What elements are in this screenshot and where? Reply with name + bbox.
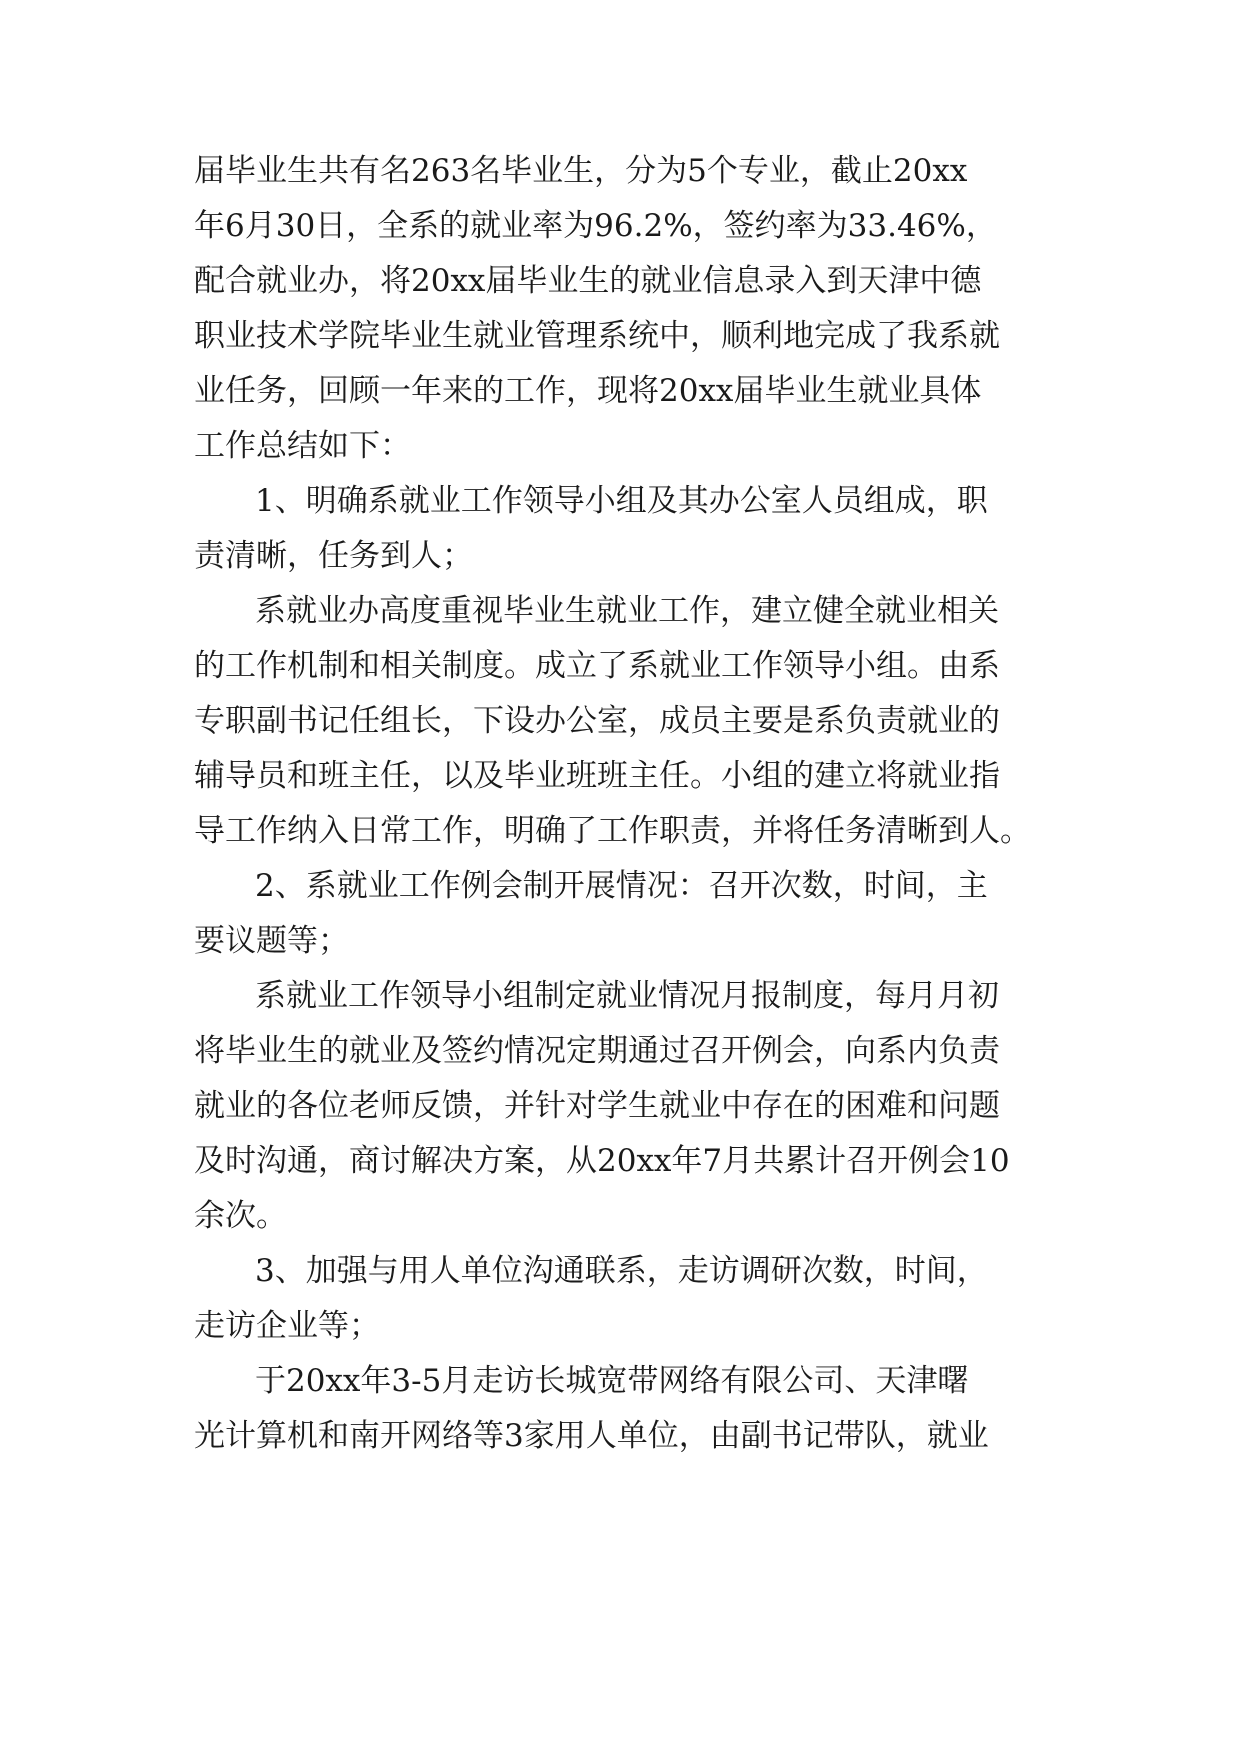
text-line-8: 责清晰，任务到人； bbox=[194, 538, 473, 574]
text-line-16: 系就业工作领导小组制定就业情况月报制度，每月月初 bbox=[255, 978, 999, 1014]
text-line-13: 导工作纳入日常工作，明确了工作职责，并将任务清晰到人。 bbox=[194, 813, 1031, 849]
text-line-18: 就业的各位老师反馈，并针对学生就业中存在的困难和问题 bbox=[194, 1088, 1000, 1124]
text-line-17: 将毕业生的就业及签约情况定期通过召开例会，向系内负责 bbox=[194, 1033, 1000, 1069]
text-line-10: 的工作机制和相关制度。成立了系就业工作领导小组。由系 bbox=[194, 648, 1000, 684]
text-line-12: 辅导员和班主任，以及毕业班班主任。小组的建立将就业指 bbox=[194, 758, 1000, 794]
text-line-23: 于20xx年3-5月走访长城宽带网络有限公司、天津曙 bbox=[255, 1363, 969, 1399]
text-line-7: 1、明确系就业工作领导小组及其办公室人员组成，职 bbox=[255, 483, 988, 519]
text-line-9: 系就业办高度重视毕业生就业工作，建立健全就业相关 bbox=[255, 593, 999, 629]
text-line-5: 业任务，回顾一年来的工作，现将20xx届毕业生就业具体 bbox=[194, 373, 982, 409]
text-line-3: 配合就业办，将20xx届毕业生的就业信息录入到天津中德 bbox=[194, 263, 982, 299]
text-line-24: 光计算机和南开网络等3家用人单位，由副书记带队，就业 bbox=[194, 1418, 989, 1454]
text-line-1: 届毕业生共有名263名毕业生，分为5个专业，截止20xx bbox=[194, 153, 968, 189]
text-line-14: 2、系就业工作例会制开展情况：召开次数，时间，主 bbox=[255, 868, 988, 904]
text-line-4: 职业技术学院毕业生就业管理系统中，顺利地完成了我系就 bbox=[194, 318, 1000, 354]
text-line-20: 余次。 bbox=[194, 1198, 287, 1234]
text-line-21: 3、加强与用人单位沟通联系，走访调研次数，时间， bbox=[255, 1253, 988, 1289]
text-line-6: 工作总结如下： bbox=[194, 428, 411, 464]
text-line-15: 要议题等； bbox=[194, 923, 349, 959]
text-line-11: 专职副书记任组长，下设办公室，成员主要是系负责就业的 bbox=[194, 703, 1000, 739]
text-line-22: 走访企业等； bbox=[194, 1308, 380, 1344]
text-line-19: 及时沟通，商讨解决方案，从20xx年7月共累计召开例会10 bbox=[194, 1143, 1010, 1179]
text-line-2: 年6月30日，全系的就业率为96.2%，签约率为33.46%， bbox=[194, 208, 997, 244]
